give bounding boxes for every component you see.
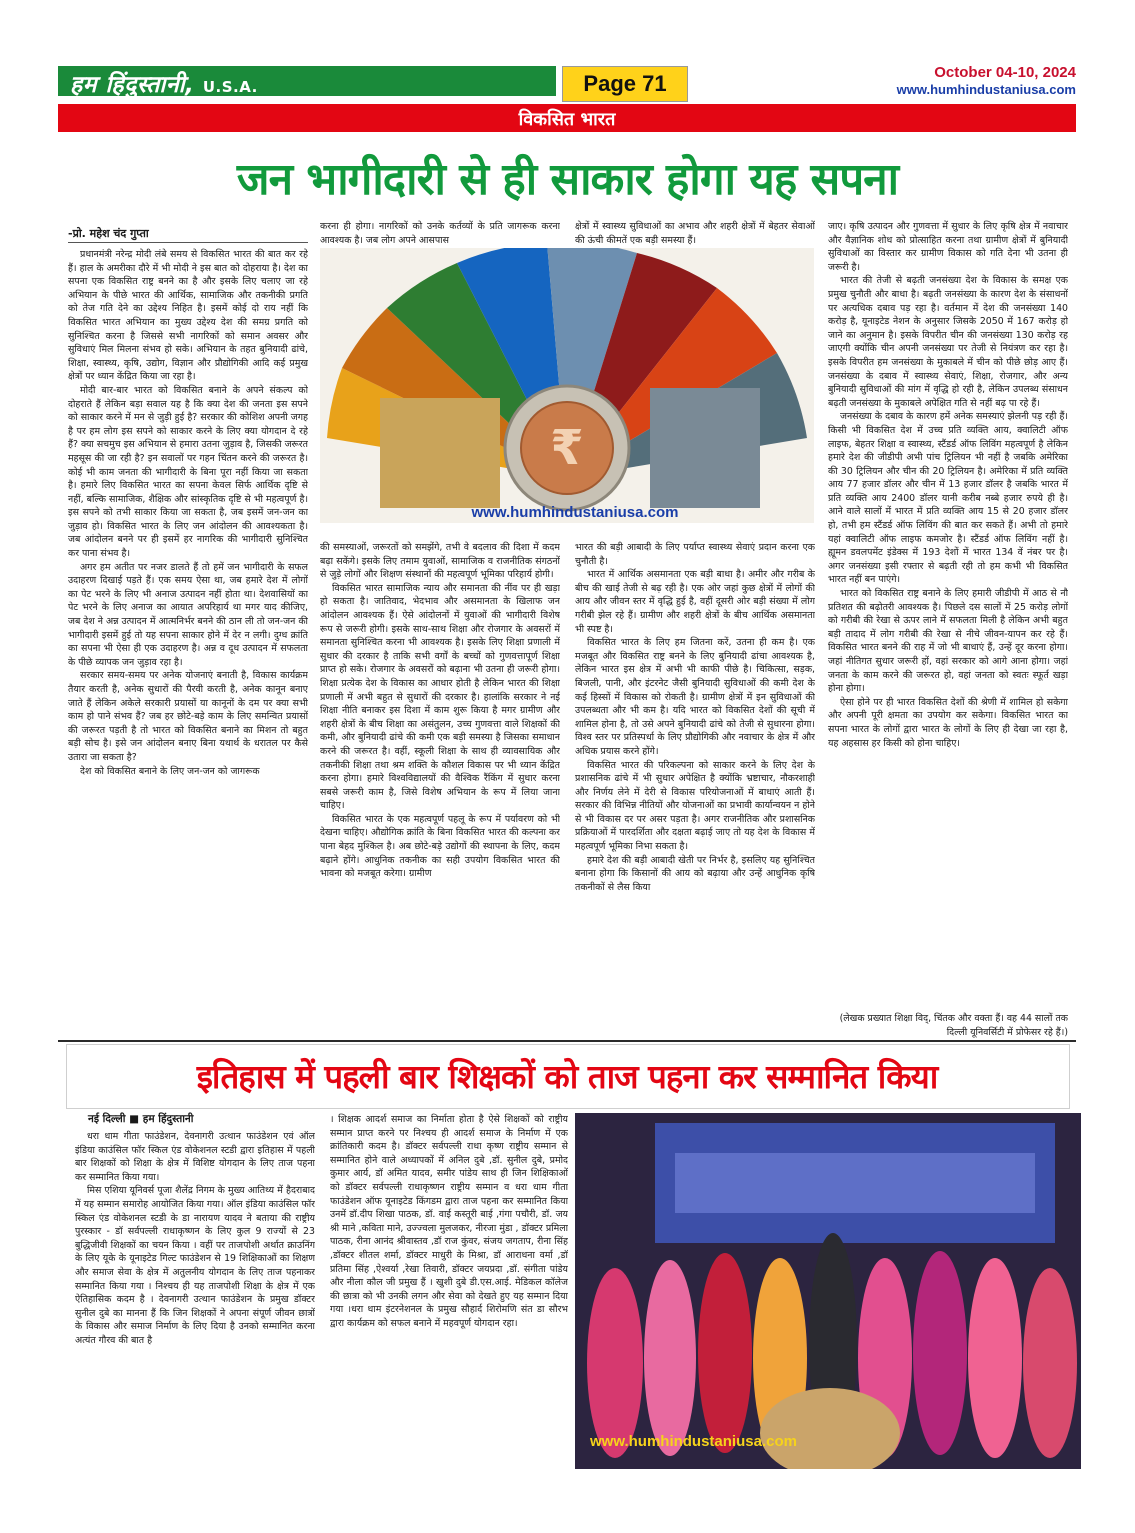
author-note-text: (लेखक प्रख्यात शिक्षा विद्, चिंतक और वक्ता हैं। वह 44 सालों तक दिल्ली यूनिवर्सिटी में प्रोफेसर रहे हैं।): [839, 1013, 1068, 1038]
paragraph: क्षेत्रों में स्वास्थ्य सुविधाओं का अभाव और शहरी क्षेत्रों में बेहतर सेवाओं की ऊंची कीमतें एक बड़ी समस्या हैं।: [575, 221, 815, 246]
article-divider: [58, 1040, 1076, 1042]
article2-headline: इतिहास में पहली बार शिक्षकों को ताज पहना कर सम्मानित किया: [196, 1057, 938, 1096]
paragraph: प्रधानमंत्री नरेन्द्र मोदी लंबे समय से विकसित भारत की बात कर रहे हैं। हाल के अमरीका दौरे में भी मोदी ने इस बात को दोहराया है। देश का सपना एक विकसित राष्ट्र बनने का है और इसके लिए चलाए जा रहे अभियान के पीछे भारत की आर्थिक, सामाजिक और तकनीकी प्रगति को तेज गति देने का उद्देश्य निहित है। इसमें कोई दो राय नहीं कि विकसित भारत अभियान का मुख्य उद्देश्य देश की समग्र प्रगति को सुनिश्चित करना है जिससे सभी नागरिकों को समान अवसर और सुविधाएं मिल मिलना संभव हो सके। अभियान के तहत बुनियादी ढांचे, शिक्षा, स्वास्थ्य, कृषि, उद्योग, विज्ञान और प्रौद्योगिकी आदि कई प्रमुख क्षेत्रों पर ध्यान केंद्रित किया जा रहा है।: [68, 249, 308, 383]
paragraph: सरकार समय-समय पर अनेक योजनाएं बनाती है, विकास कार्यक्रम तैयार करती है, अनेक सुधारों की पैरवी करती है, अनेक कानून बनाए जाते हैं लेकिन अकेले सरकारी प्रयासों या कानूनों के दम पर क्या सभी काम हो पाने संभव हैं? जब हर छोटे-बड़े काम के लिए समन्वित प्रयासों की जरूरत पड़ती है तो भारत को विकसित बनाने का मिशन तो बहुत बड़ी सोच है। इसे जन आंदोलन बनाए बिना यथार्थ के धरातल पर कैसे उतारा जा सकता है?: [68, 670, 308, 763]
website-link[interactable]: www.humhindustaniusa.com: [896, 82, 1076, 97]
article-column-2-top: [320, 220, 560, 248]
article-byline: -प्रो. महेश चंद गुप्ता: [68, 227, 149, 240]
section-title: विकसित भारत: [518, 109, 616, 130]
collage-graphic: [320, 248, 814, 523]
issue-date: October 04-10, 2024: [934, 64, 1076, 81]
article-column-3-top: [575, 220, 815, 248]
article-column-3: [575, 541, 815, 1034]
paragraph: विकसित भारत सामाजिक न्याय और समानता की नींव पर ही खड़ा हो सकता है। जातिवाद, भेदभाव और असमानता के खिलाफ जन आंदोलन आवश्यक हैं। ऐसे आंदोलनों में युवाओं की भागीदारी विशेष रूप से जरूरी होगी। इसके साथ-साथ शिक्षा और रोजगार के अवसरों में समानता सुनिश्चित करना भी आवश्यक है। इसके लिए शिक्षा प्रणाली में सुधार की दरकार है ताकि सभी वर्गों के बच्चों को गुणवत्तापूर्ण शिक्षा प्राप्त हो सके। रोजगार के अवसरों को बढ़ाना भी उतना ही जरूरी होगा। शिक्षा प्रत्येक देश के विकास का आधार होती है लेकिन भारत की शिक्षा प्रणाली में अभी बहुत से सुधारों की दरकार है। हालांकि सरकार ने नई शिक्षा नीति बनाकर इस दिशा में काम शुरू किया है मगर ग्रामीण और शहरी क्षेत्रों के बीच शिक्षा का असंतुलन, उच्च गुणवत्ता वाले शिक्षकों की कमी, और बुनियादी ढांचे की कमी एक बड़ी समस्या है जिसका समाधान करने की जरूरत है। वहीं, स्कूली शिक्षा के साथ ही व्यावसायिक और तकनीकी शिक्षा तथा श्रम शक्ति के कौशल विकास पर भी ध्यान केंद्रित करना होगा। हमारे विश्वविद्यालयों की वैश्विक रैंकिंग में सुधार करना सबसे जरूरी काम है, जिसे विशेष अभियान के रूप में लिया जाना चाहिए।: [320, 582, 560, 812]
photo-watermark: www.humhindustaniusa.com: [590, 1433, 797, 1450]
paragraph: मिस एशिया यूनिवर्स पूजा शैलेंद्र निगम के मुख्य आतिथ्य में हैदराबाद में यह सम्मान समारोह आयोजित किया गया। ऑल इंडिया काउंसिल फॉर स्किल एंड वोकेशनल स्टडी के डा नारायण यादव ने बताया की राष्ट्रीय पुरस्कार - डॉ सर्वपल्ली राधाकृष्णन के लिए कुल 9 राज्यों से 23 बुद्धिजीवी शिक्षकों का चयन किया । वहीं पर ताजपोशी अर्थात क्राउनिंग के लिए यूके के यूनाइटेड गिल्ट फाउंडेशन से 19 शिक्षिकाओं का शिक्षण और समाज सेवा के क्षेत्र में अतुलनीय योगदान के लिए ताज पहनाकर सम्मानित किया गया । निश्चय ही यह ताजपोशी शिक्षा के क्षेत्र में एक ऐतिहासिक कदम है । देवनागरी उत्थान फाउंडेशन के प्रमुख डॉक्टर सुनील दुबे का मानना हैं कि जिन शिक्षकों ने अपना संपूर्ण जीवन छात्रों के विकास और समाज निर्माण के लिए दिया है उनको सम्मानित करना अत्यंत गौरव की बात है: [75, 1185, 315, 1346]
masthead-bar: [58, 66, 556, 96]
masthead-suffix: U.S.A.: [202, 78, 258, 96]
image-watermark: www.humhindustaniusa.com: [471, 504, 679, 521]
article-column-1: [68, 248, 308, 1023]
paragraph: देश को विकसित बनाने के लिए जन-जन को जागरूक: [80, 765, 260, 777]
ceremony-photo: [575, 1113, 1081, 1469]
paragraph: भारत की बड़ी आबादी के लिए पर्याप्त स्वास्थ्य सेवाएं प्रदान करना एक चुनौती है।: [575, 542, 815, 567]
article-illustration: [320, 248, 814, 523]
masthead-name: हम हिंदुस्तानी,: [70, 72, 195, 98]
paragraph: धरा धाम गीता फाउंडेशन, देवनागरी उत्थान फाउंडेशन एवं ऑल इंडिया काउंसिल फॉर स्किल एंड वोकेशनल स्टडी द्वारा इतिहास में पहली बार शिक्षकों को शिक्षा के क्षेत्र में विशिष्ट योगदान के लिए ताज पहना कर सम्मानित किया गया।: [75, 1131, 315, 1183]
paragraph: मोदी बार-बार भारत को विकसित बनाने के अपने संकल्प को दोहराते हैं लेकिन बड़ा सवाल यह है कि क्या देश की जनता इस सपने को साकार करने में मन से जुड़ी हुई है? सरकार की कोशिश अपनी जगह है पर हम लोग इस सपने को साकार करने के लिए क्या योगदान दे रहे हैं? क्या सचमुच इस अभियान से हमारा उतना जुड़ाव है, जिसकी जरूरत महसूस की जा रही है? इन सवालों पर गहन चिंतन करने की जरूरत है। कोई भी काम जनता की भागीदारी के बिना पूरा नहीं किया जा सकता है। हमारे लिए विकसित भारत का सपना केवल सिर्फ आर्थिक दृष्टि से नहीं, बल्कि सामाजिक, शैक्षिक और सांस्कृतिक दृष्टि से भी महत्वपूर्ण है। इस सपने को तभी साकार किया जा सकता है, जब इसमें जन-जन का जुड़ाव हो। विकसित भारत के लिए जन आंदोलन की आवश्यकता है। जब आंदोलन बनने पर ही इसमें हर नागरिक की भागीदारी सुनिश्चित कर पाना संभव है।: [68, 384, 308, 560]
paragraph: भारत में आर्थिक असमानता एक बड़ी बाधा है। अमीर और गरीब के बीच की खाई तेजी से बढ़ रही है। एक ओर जहां कुछ क्षेत्रों में लोगों की आय और जीवन स्तर में वृद्धि हुई है, वहीं दूसरी ओर बड़ी संख्या में लोग गरीबी झेल रहे हैं। ग्रामीण और शहरी क्षेत्रों के बीच आर्थिक असमानता भी स्पष्ट है।: [575, 569, 815, 635]
paragraph: विकसित भारत की परिकल्पना को साकार करने के लिए देश के प्रशासनिक ढांचे में भी सुधार अपेक्षित है क्योंकि भ्रष्टाचार, नौकरशाही और निर्णय लेने में देरी से विकास परियोजनाओं में बाधाएं आती हैं। सरकार की विभिन्न नीतियों और योजनाओं का प्रभावी कार्यान्वयन न होने से भी विकास दर पर असर पड़ता है। अगर राजनीतिक और प्रशासनिक प्रक्रियाओं में पारदर्शिता और दक्षता बढ़ाई जाए तो यह देश के विकास में महत्वपूर्ण भूमिका निभा सकता है।: [575, 759, 815, 853]
section-bar: [58, 104, 1076, 132]
article2-column-2: [330, 1113, 568, 1470]
article2-byline: नई दिल्ली ■ हम हिंदुस्तानी: [88, 1113, 194, 1125]
paragraph: जनसंख्या के दबाव के कारण हमें अनेक समस्याएं झेलनी पड़ रही हैं। किसी भी विकसित देश में उच्च प्रति व्यक्ति आय, क्वालिटी ऑफ लाइफ, बेहतर शिक्षा व स्वास्थ्य, स्टैंडर्ड ऑफ लिविंग महत्वपूर्ण है लेकिन हमारे देश की जीडीपी अभी पांच ट्रिलियन भी नहीं है जबकि अमेरिका की 30 ट्रिलियन और चीन की 20 ट्रिलियन है। अमेरिका में प्रति व्यक्ति आय 77 हजार डॉलर और चीन में 13 हजार डॉलर है जबकि भारत में प्रति व्यक्ति आय 2400 डॉलर यानी करीब नब्बे हजार रुपये ही है। आने वाले सालों में भारत में प्रति व्यक्ति आय 15 से 20 हजार डॉलर हो, तभी हम स्टैंडर्ड ऑफ लिविंग की बात कर सकते हैं। अभी तो हमारे यहां क्वालिटी ऑफ लाइफ कमजोर है। स्टैंडर्ड ऑफ लिविंग नहीं है। ह्यूमन डवलपमेंट इंडेक्स में 193 देशों में भारत 134 वें नंबर पर है। अगर जनसंख्या इसी रफ्तार से बढ़ती रही तो हम कभी भी विकसित भारत नहीं बन पाएंगे।: [828, 411, 1068, 586]
author-note: [828, 1012, 1068, 1040]
svg-text:₹: ₹: [550, 420, 584, 476]
ceremony-photo-graphic: [575, 1113, 1081, 1469]
masthead-title: [70, 67, 258, 99]
paragraph: विकसित भारत के लिए हम जितना करें, उतना ही कम है। एक मजबूत और विकसित राष्ट्र बनने के लिए बुनियादी ढांचा आवश्यक है, लेकिन भारत इस क्षेत्र में अभी भी काफी पीछे है। चिकित्सा, सड़क, बिजली, पानी, और इंटरनेट जैसी बुनियादी सुविधाओं की कमी देश के कई हिस्सों में विकास को रोकती है। ग्रामीण क्षेत्रों में इन सुविधाओं की उपलब्धता और भी कम है। यदि भारत को विकसित देशों की सूची में शामिल होना है, तो उसे अपने बुनियादी ढांचे को तेजी से सुधारना होगा। विश्व स्तर पर प्रतिस्पर्धा के लिए प्रौद्योगिकी और नवाचार के क्षेत्र में और अधिक प्रयास करने होंगे।: [575, 637, 815, 757]
paragraph: जाए। कृषि उत्पादन और गुणवत्ता में सुधार के लिए कृषि क्षेत्र में नवाचार और वैज्ञानिक शोध को प्रोत्साहित करना तथा ग्रामीण क्षेत्रों में बुनियादी सुविधाओं का विस्तार कर ग्रामीण विकास को गति देना भी उतना ही जरूरी है।: [828, 221, 1068, 273]
article-headline: जन भागीदारी से ही साकार होगा यह सपना: [236, 154, 899, 205]
article-column-2: [320, 541, 560, 1034]
paragraph: अगर हम अतीत पर नजर डालते हैं तो हमें जन भागीदारी के सफल उदाहरण दिखाई पड़ते हैं। एक समय ऐसा था, जब हमारे देश में लोगों का पेट भरने के लिए भी अनाज उत्पादन नहीं होता था। देशवासियों का पेट भरने के लिए अनाज का आयात अपरिहार्य था मगर याद कीजिए, जब देश ने अन्न उत्पादन में आत्मनिर्भर बनने की ठान ली तो जन-जन की भागीदारी इसमें हुई तो यह सपना साकार होने में देर न लगी। दुग्ध क्रांति का सपना भी ऐसा ही एक उदाहरण है। अन्न व दूध उत्पादन में सफलता के पीछे व्यापक जन जुड़ाव रहा है।: [68, 561, 308, 668]
paragraph: की समस्याओं, जरूरतों को समझेंगे, तभी वे बदलाव की दिशा में कदम बढ़ा सकेंगे। इसके लिए तमाम युवाओं, सामाजिक व राजनीतिक संगठनों से जुड़े लोगों और शिक्षण संस्थानों की महत्वपूर्ण भूमिका परिहार्य होगी।: [320, 542, 560, 581]
paragraph: । शिक्षक आदर्श समाज का निर्माता होता है ऐसे शिक्षकों को राष्ट्रीय सम्मान प्राप्त करने पर निश्चय ही आदर्श समाज के निर्माण में एक क्रांतिकारी कदम है। डॉक्टर सर्वपल्ली राधा कृष्ण राष्ट्रीय सम्मान से सम्मानित होने वाले अध्यापकों में अनिल दुबे ,डॉ. सुनील दुबे, प्रमोद कुमार आर्य, डॉ अमित यादव, समीर पांडेय साथ ही जिन शिक्षिकाओं को डॉक्टर सर्वपल्ली राधाकृष्णन राष्ट्रीय सम्मान व धरा धाम गीता फाउंडेशन ऑफ यूनाइटेड किंगडम द्वारा ताज पहना कर सम्मानित किया उनमें डॉ.दीप शिखा पाठक, डॉ. वाई कस्तूरी बाई ,गंगा पचौरी, डॉ. जय श्री माने ,कविता माने, उज्ज्वला मुलजकर, नीरजा मुंडा , डॉक्टर प्रमिला पाठक, रीना आनंद श्रीवास्तव ,डॉ राज कुंवर, संजय जगताप, रीना सिंह ,डॉक्टर शीतल शर्मा, डॉक्टर माधुरी के मिश्रा, डॉ आराधना वर्मा ,डॉ प्रतिमा सिंह ,ऐश्वर्या ,रेखा तिवारी, डॉक्टर जयप्रदा ,डॉ. संगीता पांडेय और नीला कौल जी प्रमुख हैं । खुशी दुबे डी.एस.आई. मेडिकल कॉलेज की छात्रा को भी उनकी लगन और सेवा को देखते हुए यह सम्मान दिया गया ।धरा धाम इंटरनेशनल के प्रमुख सौहार्द शिरोमणि संत डा सौरभ द्वारा कार्यक्रम को सफल बनाने में महवपूर्ण योगदान रहा।: [330, 1114, 568, 1329]
paragraph: विकसित भारत के एक महत्वपूर्ण पहलू के रूप में पर्यावरण को भी देखना चाहिए। औद्योगिक क्रांति के बिना विकसित भारत की कल्पना कर पाना बेहद मुश्किल है। अब छोटे-बड़े उद्योगों की स्थापना के लिए, कदम बढ़ाने होंगे। आधुनिक तकनीक का सही उपयोग विकसित भारत की भावना को मजबूत करेगा। ग्रामीण: [320, 813, 560, 880]
article-column-4: [828, 220, 1068, 1015]
paragraph: ऐसा होने पर ही भारत विकसित देशों की श्रेणी में शामिल हो सकेगा और अपनी पूरी क्षमता का उपयोग कर सकेगा। विकसित भारत का सपना भारत के लोगों द्वारा भारत के लोगों के लिए ही देखा जा रहा है, यह अहसास हर किसी को होना चाहिए।: [828, 696, 1068, 749]
article2-column-1: [75, 1130, 315, 1470]
page-number-box: [562, 66, 688, 102]
paragraph: करना ही होगा। नागरिकों को उनके कर्तव्यों के प्रति जागरूक करना आवश्यक है। जब लोग अपने आसपास: [320, 221, 560, 246]
page-number: Page 71: [583, 71, 667, 96]
paragraph: भारत की तेजी से बढ़ती जनसंख्या देश के विकास के समक्ष एक प्रमुख चुनौती और बाधा है। बढ़ती जनसंख्या के कारण देश के संसाधनों पर अत्यधिक दबाव पड़ रहा है। वर्तमान में देश की जनसंख्या 140 करोड़ है, यूनाइटेड नेशन के अनुसार जिसके 2050 में 167 करोड़ हो जाने का अनुमान है। इसके विपरीत चीन की जनसंख्या 130 करोड़ रह जाएगी क्योंकि चीन अपनी जनसंख्या पर तेजी से नियंत्रण कर रहा है। इसके विपरीत हम जनसंख्या के मुकाबले में चीन को पीछे छोड़ आए हैं। जनसंख्या के दबाव में स्वास्थ्य सेवाएं, शिक्षा, रोजगार, और अन्य बुनियादी सुविधाओं की मांग में वृद्धि हो रही है, लेकिन उपलब्ध संसाधन बढ़ती जनसंख्या के मुकाबले अपेक्षित गति से नहीं बढ़ पा रहे हैं।: [828, 275, 1068, 409]
paragraph: भारत को विकसित राष्ट्र बनाने के लिए हमारी जीडीपी में आठ से नौ प्रतिशत की बढ़ोतरी आवश्यक है। पिछले दस सालों में 25 करोड़ लोगों को गरीबी की रेखा से ऊपर लाने में सफलता मिली है लेकिन अभी बहुत बड़ी तादाद में लोग गरीबी की रेखा से नीचे जीवन-यापन कर रहे हैं। विकसित भारत बनने की राह में जो भी बाधाएं हैं, उन्हें दूर करना होगा। जहां नीतिगत सुधार जरूरी हों, वहां सरकार को आगे आना होगा। जहां जनता के काम करने की जरूरत हो, वहां जनता को स्वतः स्फूर्त खड़ा होना होगा।: [828, 588, 1068, 695]
paragraph: हमारे देश की बड़ी आबादी खेती पर निर्भर है, इसलिए यह सुनिश्चित बनाना होगा कि किसानों की आय को बढ़ाया और उन्हें आधुनिक कृषि तकनीकों से लैस किया: [575, 854, 815, 893]
byline-rule: [68, 242, 308, 243]
